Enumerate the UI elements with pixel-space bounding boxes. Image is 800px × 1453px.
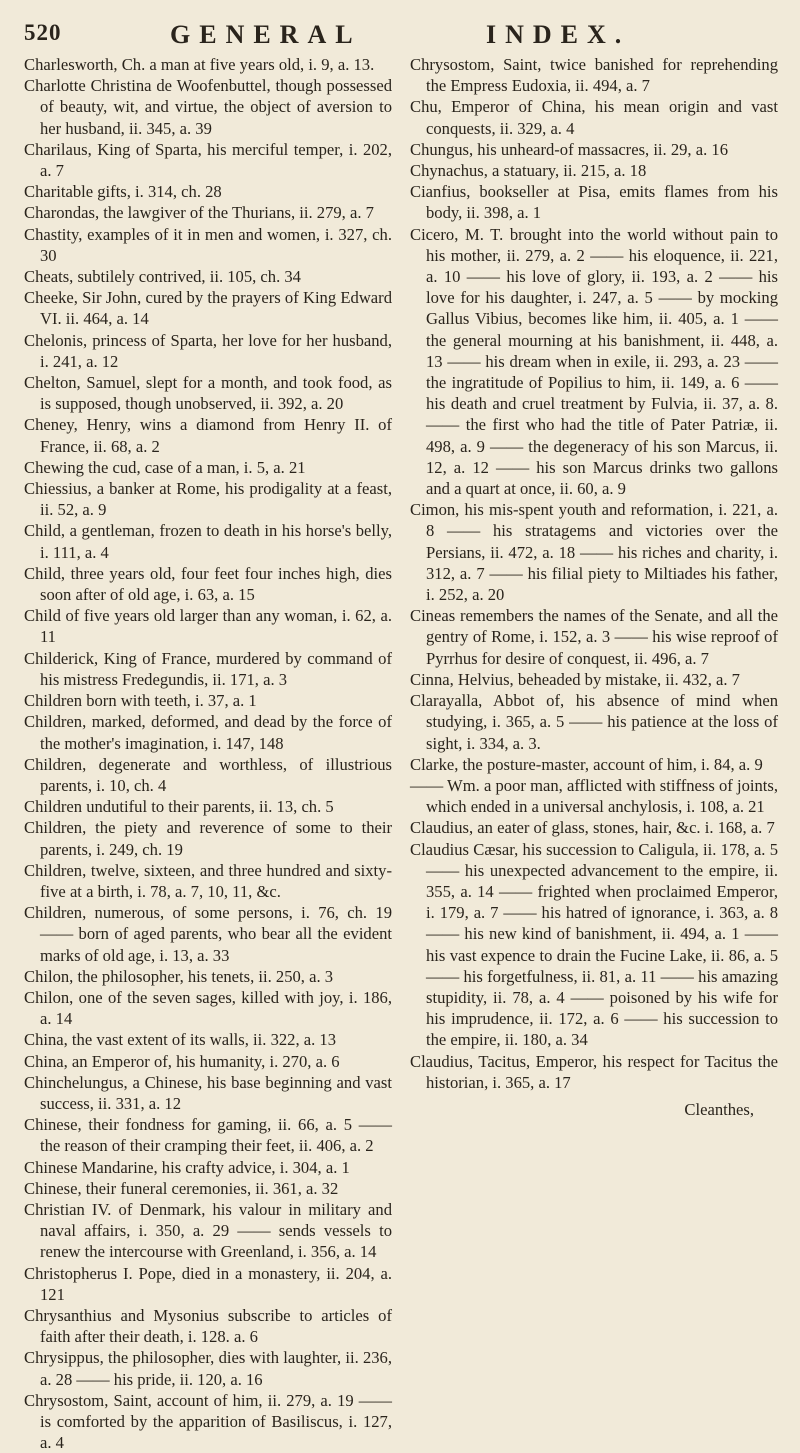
index-entry: Chewing the cud, case of a man, i. 5, a. 21 bbox=[24, 457, 306, 477]
index-entry: Chinese, their funeral ceremonies, ii. 361, a. 32 bbox=[24, 1178, 339, 1198]
index-entry: Clarayalla, Abbot of, his absence of mind when studying, i. 365, a. 5 —— his patience at the loss of sight, i. 334, a. 3. bbox=[410, 691, 778, 753]
left-column bbox=[24, 54, 392, 1453]
index-entry: Chrysostom, Saint, account of him, ii. 279, a. 19 —— is comforted by the apparition of Basiliscus, i. 127, a. 4 bbox=[24, 1390, 392, 1453]
index-entry: Charitable gifts, i. 314, ch. 28 bbox=[24, 182, 222, 202]
index-entry: Chrysostom, Saint, twice banished for reprehending the Empress Eudoxia, ii. 494, a. 7 bbox=[410, 55, 778, 96]
index-entry: Cineas remembers the names of the Senate, and all the gentry of Rome, i. 152, a. 3 —— his wise reproof of Pyrrhus for desire of conquest, ii. 496, a. 7 bbox=[410, 606, 778, 668]
index-entry: Childerick, King of France, murdered by command of his mistress Fredegundis, ii. 171, a. 3 bbox=[24, 648, 392, 689]
index-entry: Charondas, the lawgiver of the Thurians, ii. 279, a. 7 bbox=[24, 203, 374, 223]
index-entry: China, an Emperor of, his humanity, i. 270, a. 6 bbox=[24, 1051, 340, 1071]
catchword: Cleanthes, bbox=[684, 1099, 754, 1119]
index-entry: Chrysanthius and Mysonius subscribe to articles of faith after their death, i. 128. a. 6 bbox=[24, 1305, 392, 1347]
index-entry: Child, three years old, four feet four inches high, dies soon after of old age, i. 63, a. 15 bbox=[24, 563, 392, 605]
index-entry: Chrysippus, the philosopher, dies with laughter, ii. 236, a. 28 —— his pride, ii. 120, a. 16 bbox=[24, 1348, 392, 1389]
index-entry: Child, a gentleman, frozen to death in his horse's belly, i. 111, a. 4 bbox=[24, 521, 392, 562]
index-entry: Children born with teeth, i. 37, a. 1 bbox=[24, 691, 257, 711]
index-entry: Christopherus I. Pope, died in a monastery, ii. 204, a. 121 bbox=[24, 1263, 392, 1304]
index-entry: Cheats, subtilely contrived, ii. 105, ch. 34 bbox=[24, 267, 301, 287]
index-entry: Chelonis, princess of Sparta, her love for her husband, i. 241, a. 12 bbox=[24, 330, 392, 371]
index-entry: Cinna, Helvius, beheaded by mistake, ii. 432, a. 7 bbox=[410, 669, 740, 689]
running-head-left: GENERAL bbox=[170, 20, 362, 49]
index-entry: Children, numerous, of some persons, i. 76, ch. 19 —— born of aged parents, who bear all the evident marks of old age, i. 13, a. 33 bbox=[24, 903, 392, 965]
index-entry: Chelton, Samuel, slept for a month, and took food, as is supposed, though unobserved, ii. 392, a. 20 bbox=[24, 373, 392, 414]
index-columns bbox=[24, 54, 778, 1453]
index-entry: Cheeke, Sir John, cured by the prayers of King Edward VI. ii. 464, a. 14 bbox=[24, 288, 392, 329]
index-entry: Cimon, his mis-spent youth and reformation, i. 221, a. 8 —— his stratagems and victories over the Persians, ii. 472, a. 18 —— his riches and charity, i. 312, a. 7 —— his filial piety to Miltiades his father, i. 252, a. 20 bbox=[410, 500, 778, 605]
index-entry: Chiessius, a banker at Rome, his prodigality at a feast, ii. 52, a. 9 bbox=[24, 479, 392, 520]
index-entry: Chu, Emperor of China, his mean origin and vast conquests, ii. 329, a. 4 bbox=[410, 97, 778, 138]
index-entry: Cicero, M. T. brought into the world without pain to his mother, ii. 279, a. 2 —— his eloquence, ii. 221, a. 10 —— his love of glory, ii. 193, a. 2 —— his love for his daughter, i. 247, a. 5 —— by mocking Gallus Vibius, becomes like him, ii. 405, a. 1 —— the general mourning at his banishment, ii. 448, a. 13 —— his dream when in exile, ii. 293, a. 23 —— the ingratitude of Popilius to him, ii. 149, a. 6 —— his death and cruel treatment by Fulvia, ii. 37, a. 8. —— the first who had the title of Pater Patriæ, ii. 498, a. 9 —— the degeneracy of his son Marcus, ii. 12, a. 12 —— his son Marcus drinks two gallons and a quart at once, ii. 60, a. 9 bbox=[410, 224, 778, 499]
index-entry: Chinchelungus, a Chinese, his base beginning and vast success, ii. 331, a. 12 bbox=[24, 1072, 392, 1113]
index-entry: Charlotte Christina de Woofenbuttel, though possessed of beauty, wit, and virtue, the object of aversion to her husband, ii. 345, a. 39 bbox=[24, 76, 392, 138]
index-entry: Children, twelve, sixteen, and three hundred and sixty-five at a birth, i. 78, a. 7, 10, 11, &c. bbox=[24, 860, 392, 901]
right-entries bbox=[410, 54, 778, 1093]
index-entry: Chastity, examples of it in men and women, i. 327, ch. 30 bbox=[24, 224, 392, 265]
index-entry: Cianfius, bookseller at Pisa, emits flames from his body, ii. 398, a. 1 bbox=[410, 182, 778, 223]
index-entry: Claudius, Tacitus, Emperor, his respect for Tacitus the historian, i. 365, a. 17 bbox=[410, 1051, 778, 1092]
page-number: 520 bbox=[24, 20, 62, 45]
index-entry: —— Wm. a poor man, afflicted with stiffness of joints, which ended in a universal anchylosis, i. 108, a. 21 bbox=[410, 775, 778, 817]
index-entry: Chungus, his unheard-of massacres, ii. 29, a. 16 bbox=[410, 139, 728, 159]
index-entry: Children, marked, deformed, and dead by the force of the mother's imagination, i. 147, 148 bbox=[24, 712, 392, 753]
right-column bbox=[410, 54, 778, 1453]
index-entry: Cheney, Henry, wins a diamond from Henry II. of France, ii. 68, a. 2 bbox=[24, 415, 392, 456]
page-header bbox=[24, 20, 778, 54]
index-entry: Chinese, their fondness for gaming, ii. 66, a. 5 —— the reason of their cramping their feet, ii. 406, a. 2 bbox=[24, 1115, 392, 1156]
index-entry: China, the vast extent of its walls, ii. 322, a. 13 bbox=[24, 1030, 337, 1050]
index-entry: Chilon, one of the seven sages, killed with joy, i. 186, a. 14 bbox=[24, 987, 392, 1029]
index-entry: Charlesworth, Ch. a man at five years old, i. 9, a. 13. bbox=[24, 55, 375, 74]
index-entry: Chilon, the philosopher, his tenets, ii. 250, a. 3 bbox=[24, 966, 334, 986]
index-entry: Charilaus, King of Sparta, his merciful temper, i. 202, a. 7 bbox=[24, 139, 392, 181]
running-head-right: INDEX. bbox=[486, 20, 631, 49]
index-entry: Child of five years old larger than any woman, i. 62, a. 11 bbox=[24, 606, 392, 647]
index-entry: Chinese Mandarine, his crafty advice, i. 304, a. 1 bbox=[24, 1157, 350, 1177]
index-entry: Children, the piety and reverence of some to their parents, i. 249, ch. 19 bbox=[24, 818, 392, 859]
index-entry: Children, degenerate and worthless, of illustrious parents, i. 10, ch. 4 bbox=[24, 754, 392, 795]
index-entry: Claudius, an eater of glass, stones, hair, &c. i. 168, a. 7 bbox=[410, 818, 775, 838]
index-entry: Chynachus, a statuary, ii. 215, a. 18 bbox=[410, 161, 647, 181]
index-entry: Claudius Cæsar, his succession to Caligula, ii. 178, a. 5 —— his unexpected advancement to the empire, ii. 355, a. 14 —— frighted when proclaimed Emperor, i. 179, a. 7 —— his hatred of ignorance, i. 363, a. 8 —— his new kind of banishment, ii. 494, a. 1 —— his vast expence to drain the Fucine Lake, ii. 86, a. 5 —— his forgetfulness, ii. 81, a. 11 —— his amazing stupidity, ii. 78, a. 4 —— poisoned by his wife for his imprudence, ii. 172, a. 6 —— his succession to the empire, ii. 180, a. 34 bbox=[410, 839, 778, 1050]
index-entry: Christian IV. of Denmark, his valour in military and naval affairs, i. 350, a. 29 —— sends vessels to renew the intercourse with Greenland, i. 356, a. 14 bbox=[24, 1199, 392, 1262]
index-entry: Clarke, the posture-master, account of him, i. 84, a. 9 bbox=[410, 754, 763, 774]
index-entry: Children undutiful to their parents, ii. 13, ch. 5 bbox=[24, 797, 334, 817]
